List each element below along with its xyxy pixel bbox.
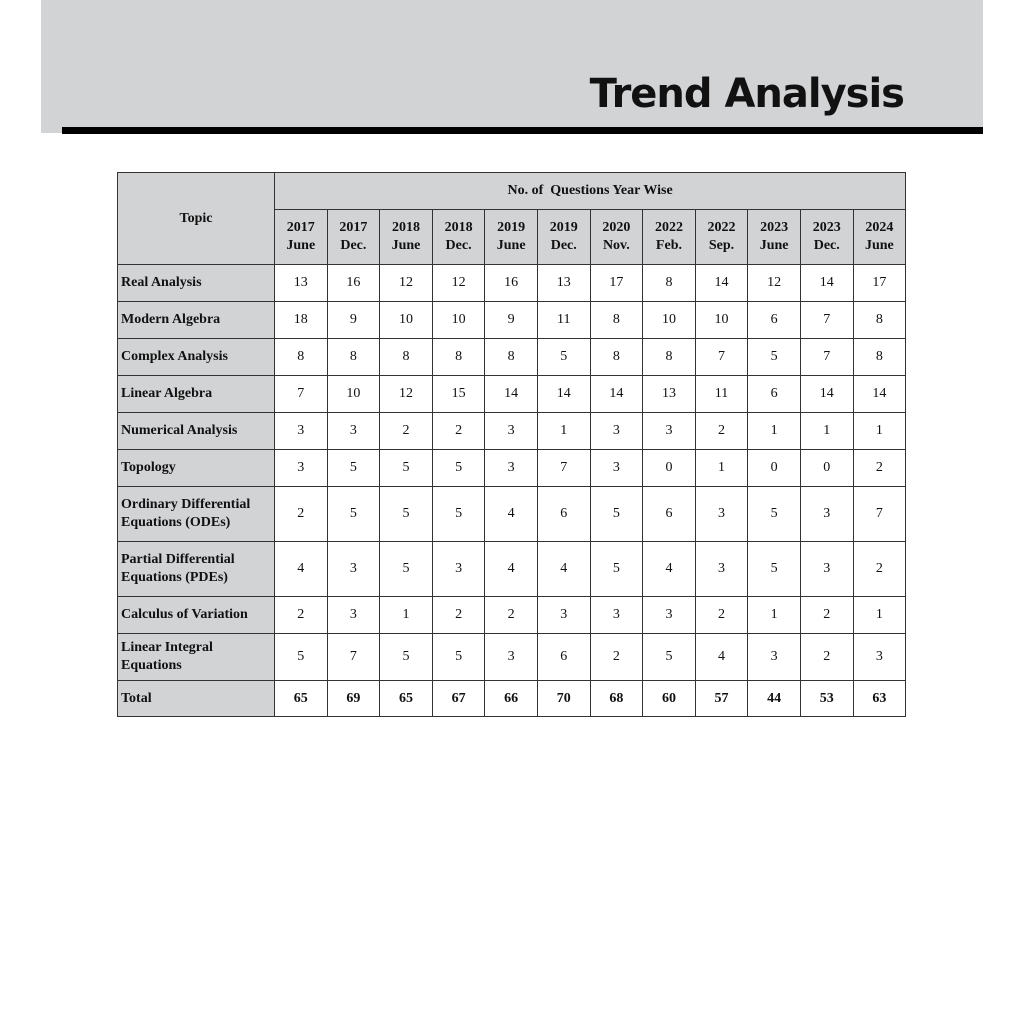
value-cell: 2	[695, 413, 748, 450]
total-cell: 53	[800, 681, 853, 717]
column-session: Dec.	[445, 238, 472, 253]
value-cell: 8	[485, 339, 538, 376]
page-title: Trend Analysis	[589, 71, 904, 117]
value-cell: 2	[432, 413, 485, 450]
value-cell: 3	[327, 413, 380, 450]
column-year: 2020	[602, 220, 631, 235]
value-cell: 10	[643, 302, 696, 339]
value-cell: 16	[327, 265, 380, 302]
column-header	[643, 210, 696, 265]
value-cell: 5	[643, 634, 696, 681]
value-cell: 3	[327, 542, 380, 597]
value-cell: 1	[800, 413, 853, 450]
total-cell: 68	[590, 681, 643, 717]
total-cell: 66	[485, 681, 538, 717]
value-cell: 2	[695, 597, 748, 634]
column-header	[695, 210, 748, 265]
value-cell: 14	[800, 265, 853, 302]
value-cell: 1	[380, 597, 433, 634]
value-cell: 8	[853, 302, 906, 339]
value-cell: 5	[537, 339, 590, 376]
value-cell: 3	[590, 413, 643, 450]
value-cell: 12	[432, 265, 485, 302]
value-cell: 14	[537, 376, 590, 413]
value-cell: 11	[695, 376, 748, 413]
value-cell: 10	[380, 302, 433, 339]
value-cell: 5	[327, 450, 380, 487]
value-cell: 3	[643, 413, 696, 450]
total-cell: 57	[695, 681, 748, 717]
column-header	[590, 210, 643, 265]
value-cell: 2	[590, 634, 643, 681]
column-session: Sep.	[708, 238, 735, 253]
value-cell: 14	[485, 376, 538, 413]
value-cell: 7	[537, 450, 590, 487]
column-session: June	[864, 238, 894, 253]
value-cell: 13	[275, 265, 328, 302]
value-cell: 3	[537, 597, 590, 634]
table-row	[118, 487, 906, 542]
table-row	[118, 265, 906, 302]
value-cell: 14	[853, 376, 906, 413]
value-cell: 10	[327, 376, 380, 413]
column-header	[380, 210, 433, 265]
column-year: 2018	[444, 220, 473, 235]
value-cell: 4	[485, 542, 538, 597]
value-cell: 10	[432, 302, 485, 339]
value-cell: 8	[275, 339, 328, 376]
value-cell: 2	[853, 450, 906, 487]
value-cell: 15	[432, 376, 485, 413]
value-cell: 3	[275, 413, 328, 450]
value-cell: 4	[537, 542, 590, 597]
value-cell: 1	[853, 597, 906, 634]
column-header	[485, 210, 538, 265]
value-cell: 5	[380, 634, 433, 681]
column-session: June	[496, 238, 526, 253]
column-year: 2022	[654, 220, 683, 235]
value-cell: 3	[590, 597, 643, 634]
value-cell: 7	[800, 339, 853, 376]
value-cell: 7	[275, 376, 328, 413]
value-cell: 2	[485, 597, 538, 634]
table-row	[118, 302, 906, 339]
value-cell: 14	[800, 376, 853, 413]
value-cell: 11	[537, 302, 590, 339]
value-cell: 17	[590, 265, 643, 302]
value-cell: 3	[432, 542, 485, 597]
value-cell: 3	[748, 634, 801, 681]
value-cell: 8	[643, 265, 696, 302]
value-cell: 8	[380, 339, 433, 376]
value-cell: 1	[853, 413, 906, 450]
value-cell: 5	[590, 542, 643, 597]
value-cell: 4	[275, 542, 328, 597]
topic-cell: Linear Integral Equations	[118, 634, 275, 681]
column-session: Nov.	[602, 238, 630, 253]
value-cell: 9	[485, 302, 538, 339]
value-cell: 3	[327, 597, 380, 634]
title-rule	[62, 127, 983, 134]
value-cell: 9	[327, 302, 380, 339]
value-cell: 0	[800, 450, 853, 487]
column-header	[537, 210, 590, 265]
value-cell: 7	[800, 302, 853, 339]
value-cell: 8	[853, 339, 906, 376]
table-row	[118, 339, 906, 376]
value-cell: 4	[485, 487, 538, 542]
column-header	[432, 210, 485, 265]
value-cell: 14	[695, 265, 748, 302]
value-cell: 13	[537, 265, 590, 302]
value-cell: 3	[485, 413, 538, 450]
value-cell: 2	[800, 634, 853, 681]
topic-cell: Linear Algebra	[118, 376, 275, 413]
table-row	[118, 542, 906, 597]
value-cell: 3	[590, 450, 643, 487]
value-cell: 5	[275, 634, 328, 681]
column-session: Dec.	[550, 238, 577, 253]
value-cell: 7	[327, 634, 380, 681]
value-cell: 14	[590, 376, 643, 413]
value-cell: 5	[748, 487, 801, 542]
column-session: Feb.	[655, 238, 682, 253]
topic-cell: Complex Analysis	[118, 339, 275, 376]
value-cell: 1	[537, 413, 590, 450]
value-cell: 2	[800, 597, 853, 634]
total-cell: 60	[643, 681, 696, 717]
value-cell: 18	[275, 302, 328, 339]
table-row	[118, 634, 906, 681]
column-session: Dec.	[340, 238, 367, 253]
value-cell: 5	[432, 487, 485, 542]
value-cell: 8	[643, 339, 696, 376]
column-header	[853, 210, 906, 265]
total-cell: 63	[853, 681, 906, 717]
column-year: 2023	[760, 220, 789, 235]
value-cell: 3	[485, 634, 538, 681]
column-year: 2019	[549, 220, 578, 235]
value-cell: 6	[748, 302, 801, 339]
topic-cell: Real Analysis	[118, 265, 275, 302]
table-row	[118, 597, 906, 634]
column-year: 2018	[391, 220, 420, 235]
value-cell: 6	[537, 634, 590, 681]
column-year: 2024	[865, 220, 894, 235]
group-header: No. of Questions Year Wise	[275, 173, 906, 210]
value-cell: 10	[695, 302, 748, 339]
topic-header: Topic	[118, 173, 275, 265]
value-cell: 5	[748, 542, 801, 597]
topic-cell: Modern Algebra	[118, 302, 275, 339]
value-cell: 0	[748, 450, 801, 487]
topic-cell: Topology	[118, 450, 275, 487]
value-cell: 2	[275, 597, 328, 634]
value-cell: 2	[380, 413, 433, 450]
column-year: 2019	[497, 220, 526, 235]
column-header	[748, 210, 801, 265]
column-session: June	[759, 238, 789, 253]
total-cell: 44	[748, 681, 801, 717]
topic-cell: Partial Differential Equations (PDEs)	[118, 542, 275, 597]
value-cell: 8	[327, 339, 380, 376]
table-row	[118, 376, 906, 413]
column-header	[327, 210, 380, 265]
value-cell: 4	[695, 634, 748, 681]
value-cell: 2	[853, 542, 906, 597]
value-cell: 17	[853, 265, 906, 302]
value-cell: 12	[380, 376, 433, 413]
column-session: June	[286, 238, 316, 253]
value-cell: 5	[380, 542, 433, 597]
value-cell: 3	[485, 450, 538, 487]
value-cell: 1	[695, 450, 748, 487]
column-session: June	[391, 238, 421, 253]
value-cell: 5	[590, 487, 643, 542]
value-cell: 16	[485, 265, 538, 302]
value-cell: 4	[643, 542, 696, 597]
value-cell: 12	[380, 265, 433, 302]
column-header	[275, 210, 328, 265]
value-cell: 12	[748, 265, 801, 302]
value-cell: 3	[275, 450, 328, 487]
table-row	[118, 450, 906, 487]
value-cell: 1	[748, 597, 801, 634]
total-cell: 70	[537, 681, 590, 717]
value-cell: 3	[695, 487, 748, 542]
value-cell: 5	[432, 634, 485, 681]
total-cell: 69	[327, 681, 380, 717]
value-cell: 3	[853, 634, 906, 681]
table-row	[118, 413, 906, 450]
value-cell: 6	[643, 487, 696, 542]
value-cell: 6	[748, 376, 801, 413]
value-cell: 2	[275, 487, 328, 542]
value-cell: 8	[590, 339, 643, 376]
total-cell: 65	[275, 681, 328, 717]
column-year: 2022	[707, 220, 736, 235]
value-cell: 3	[800, 542, 853, 597]
topic-cell: Ordinary Differential Equations (ODEs)	[118, 487, 275, 542]
column-year: 2017	[286, 220, 315, 235]
total-cell: 67	[432, 681, 485, 717]
value-cell: 1	[748, 413, 801, 450]
value-cell: 8	[590, 302, 643, 339]
value-cell: 8	[432, 339, 485, 376]
total-row	[118, 681, 906, 717]
value-cell: 5	[748, 339, 801, 376]
value-cell: 7	[853, 487, 906, 542]
topic-cell: Calculus of Variation	[118, 597, 275, 634]
column-session: Dec.	[813, 238, 840, 253]
trend-table	[117, 172, 906, 717]
value-cell: 5	[380, 487, 433, 542]
column-header	[800, 210, 853, 265]
value-cell: 3	[800, 487, 853, 542]
value-cell: 3	[695, 542, 748, 597]
value-cell: 3	[643, 597, 696, 634]
topic-cell: Numerical Analysis	[118, 413, 275, 450]
value-cell: 2	[432, 597, 485, 634]
value-cell: 7	[695, 339, 748, 376]
column-year: 2017	[339, 220, 368, 235]
value-cell: 0	[643, 450, 696, 487]
value-cell: 13	[643, 376, 696, 413]
column-year: 2023	[812, 220, 841, 235]
total-label: Total	[118, 681, 275, 717]
value-cell: 5	[432, 450, 485, 487]
value-cell: 5	[327, 487, 380, 542]
value-cell: 5	[380, 450, 433, 487]
total-cell: 65	[380, 681, 433, 717]
value-cell: 6	[537, 487, 590, 542]
